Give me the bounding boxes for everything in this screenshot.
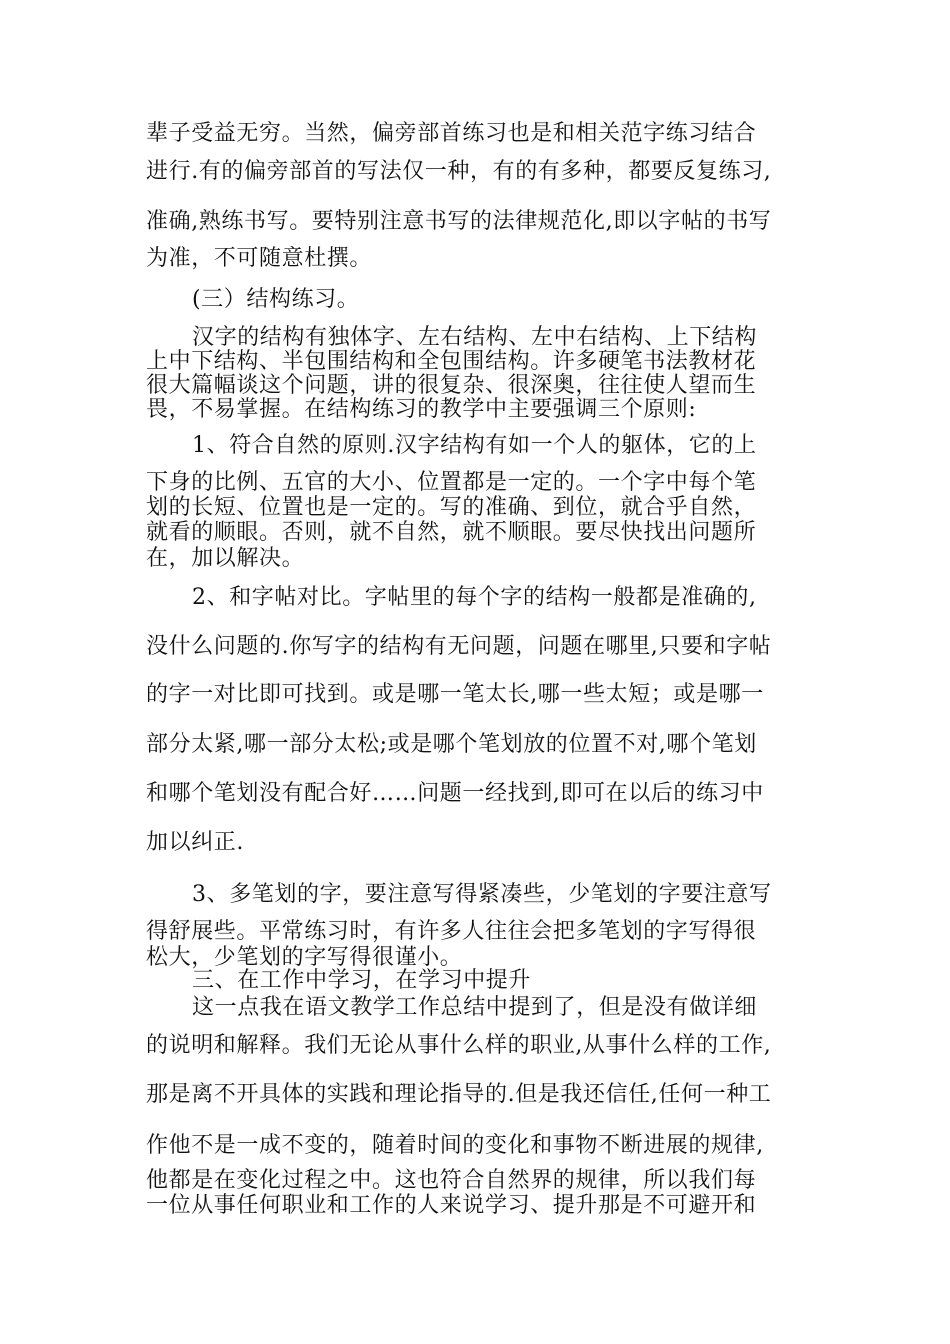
text-line: 划的长短、位置也是一定的。写的准确、到位，就合乎自然， — [146, 495, 757, 520]
text-line: 汉字的结构有独体字、左右结构、左中右结构、上下结构 — [192, 325, 758, 350]
text-line: 得舒展些。平常练习时，有许多人往往会把多笔划的字写得很 — [146, 919, 757, 944]
text-line: 下身的比例、五官的大小、位置都是一定的。一个字中每个笔 — [146, 470, 757, 495]
text-line: 上中下结构、半包围结构和全包围结构。许多硬笔书法教材花 — [146, 349, 757, 374]
text-line: 那是离不开具体的实践和理论指导的.但是我还信任,任何一种工 — [146, 1082, 772, 1107]
text-line: 进行.有的偏旁部首的写法仅一种，有的有多种，都要反复练习, — [146, 159, 772, 184]
text-line: 作他不是一成不变的，随着时间的变化和事物不断进展的规律, — [146, 1133, 764, 1158]
text-line: 部分太紧,哪一部分太松;或是哪个笔划放的位置不对,哪个笔划 — [146, 732, 757, 757]
text-line: 2、和字帖对比。字帖里的每个字的结构一般都是准确的, — [192, 585, 757, 610]
text-line: 为准，不可随意杜撰。 — [146, 246, 373, 271]
text-line: 辈子受益无穷。当然，偏旁部首练习也是和相关范字练习结合 — [146, 121, 757, 146]
text-line: 没什么问题的.你写字的结构有无问题，问题在哪里,只要和字帖 — [146, 634, 772, 659]
text-line: 畏，不易掌握。在结构练习的教学中主要强调三个原则: — [146, 397, 697, 422]
text-line: 就看的顺眼。否则，就不自然，就不顺眼。要尽快找出问题所 — [146, 520, 757, 545]
text-line: 的字一对比即可找到。或是哪一笔太长,哪一些太短；或是哪一 — [146, 682, 764, 707]
text-line: 他都是在变化过程之中。这也符合自然界的规律，所以我们每 — [146, 1168, 757, 1193]
text-line: 加以纠正. — [146, 830, 244, 855]
text-line: 松大，少笔划的字写得很谨小。 — [146, 945, 463, 970]
section-heading: 三、在工作中学习，在学习中提升 — [192, 968, 532, 993]
text-line: 一位从事任何职业和工作的人来说学习、提升那是不可避开和 — [146, 1193, 757, 1218]
text-line: 的说明和解释。我们无论从事什么样的职业,从事什么样的工作, — [146, 1033, 772, 1058]
text-line: 3、多笔划的字，要注意写得紧凑些，少笔划的字要注意写 — [192, 882, 772, 907]
text-line: 这一点我在语文教学工作总结中提到了，但是没有做详细 — [192, 995, 758, 1020]
text-line: 1、符合自然的原则.汉字结构有如一个人的躯体，它的上 — [192, 433, 757, 458]
text-line: 准确,熟练书写。要特别注意书写的法律规范化,即以字帖的书写 — [146, 209, 772, 234]
section-heading: (三）结构练习。 — [192, 287, 360, 312]
text-line: 在，加以解决。 — [146, 546, 305, 571]
text-line: 很大篇幅谈这个问题，讲的很复杂、很深奥，往往使人望而生 — [146, 373, 757, 398]
text-line: 和哪个笔划没有配合好……问题一经找到,即可在以后的练习中 — [146, 781, 764, 806]
